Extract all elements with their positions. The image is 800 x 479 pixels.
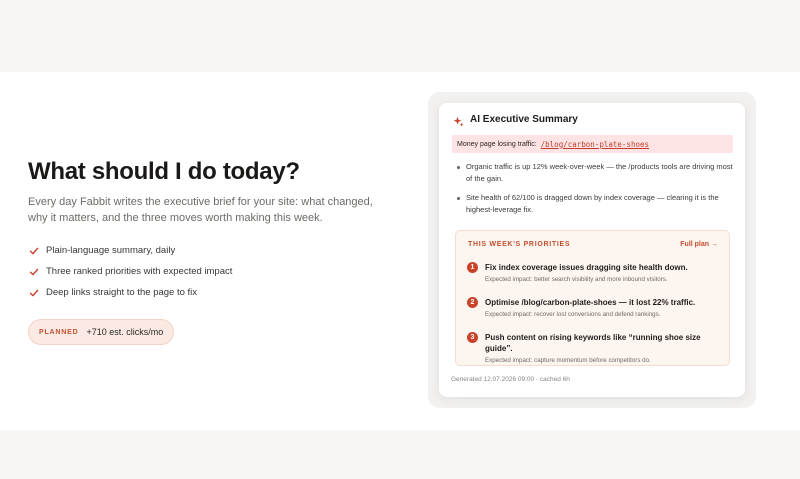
priority-number: 1	[467, 262, 478, 273]
card-title: AI Executive Summary	[470, 114, 578, 125]
full-plan-link[interactable]: Full plan →	[680, 241, 718, 248]
priorities-title: THIS WEEK'S PRIORITIES	[468, 241, 571, 248]
priority-number: 2	[467, 297, 478, 308]
priority-item[interactable]	[467, 332, 729, 365]
priority-impact: Expected impact: recover lost conversions and defend rankings.	[485, 311, 661, 318]
sparkle-icon	[453, 114, 464, 125]
priority-item[interactable]	[467, 297, 695, 319]
feature-label: Plain-language summary, daily	[46, 245, 176, 256]
page-title: What should I do today?	[28, 158, 300, 185]
priority-title: Fix index coverage issues dragging site health down.	[485, 263, 688, 272]
planned-badge	[28, 319, 174, 345]
feature-list	[28, 240, 398, 303]
planned-estimate: +710 est. clicks/mo	[86, 327, 164, 337]
alert-page-link[interactable]: /blog/carbon-plate-shoes	[540, 139, 650, 149]
priorities-header	[468, 241, 718, 248]
feature-label: Three ranked priorities with expected impact	[46, 266, 233, 277]
hero-section	[28, 158, 398, 345]
card-header	[453, 114, 578, 125]
priority-item[interactable]	[467, 262, 688, 284]
priority-number: 3	[467, 332, 478, 343]
hero-description: Every day Fabbit writes the executive brief for your site: what changed, why it matters, and the three moves worth making this week.	[28, 196, 373, 224]
generated-timestamp: Generated 12.07.2026 09:00 · cached 6h	[451, 376, 570, 383]
planned-tag: PLANNED	[39, 328, 79, 336]
summary-item: Organic traffic is up 12% week-over-week — the /products tools are driving most of the gain.	[457, 161, 733, 185]
priority-impact: Expected impact: better search visibility and more inbound visitors.	[485, 276, 668, 283]
alert-label: Money page losing traffic:	[457, 140, 537, 148]
feature-item	[28, 282, 398, 303]
priorities-panel	[455, 230, 730, 366]
priority-title: Optimise /blog/carbon-plate-shoes — it lost 22% traffic.	[485, 298, 696, 307]
summary-list	[457, 161, 733, 223]
summary-item: Site health of 62/100 is dragged down by index coverage — clearing it is the highest-leverage fix.	[457, 192, 733, 216]
feature-item	[28, 261, 398, 282]
traffic-alert	[452, 135, 733, 153]
priority-impact: Expected impact: capture momentum before competitors do.	[485, 357, 651, 364]
check-icon	[28, 287, 40, 299]
check-icon	[28, 245, 40, 257]
feature-label: Deep links straight to the page to fix	[46, 287, 198, 298]
priority-title: Push content on rising keywords like “running shoe size guide”.	[485, 333, 701, 353]
executive-summary-card	[439, 103, 745, 397]
feature-item	[28, 240, 398, 261]
check-icon	[28, 266, 40, 278]
